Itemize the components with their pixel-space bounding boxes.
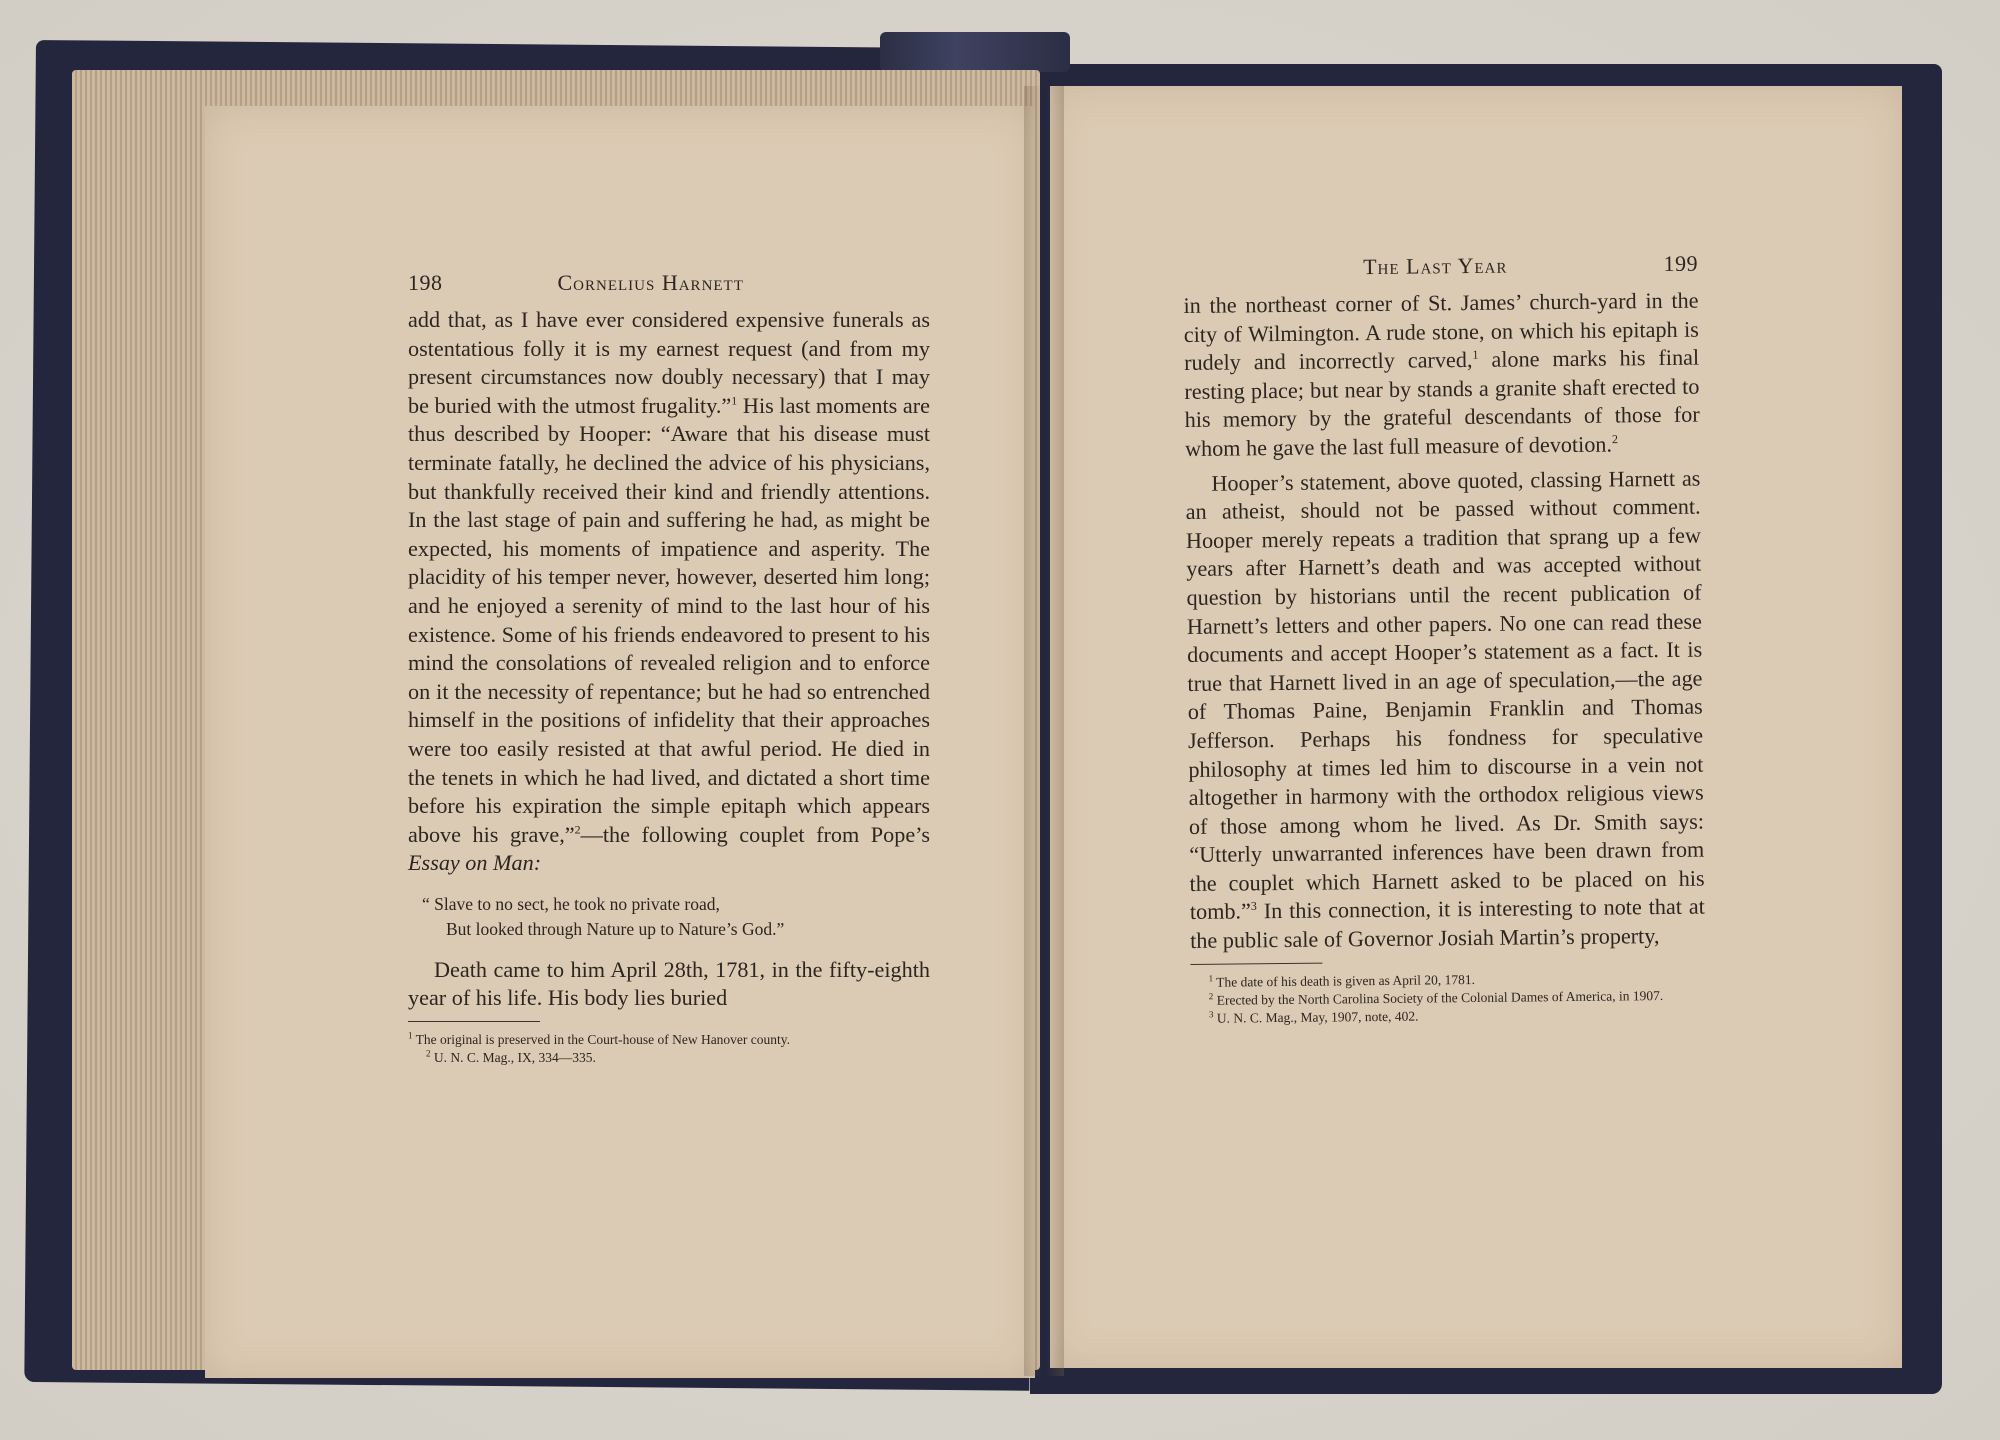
footnote-text: The original is preserved in the Court-house of New Hanover county. [415,1032,791,1048]
right-paragraph-1 [1183,287,1700,464]
left-body [408,306,930,1013]
right-body [1183,287,1705,956]
footnote-number: 2 [1208,990,1214,1001]
footnote-text: The date of his death is given as April 20, 1781. [1216,971,1476,990]
poem-couplet [422,892,930,942]
left-paragraph-2: Death came to him April 28th, 1781, in the fifty-eighth year of his life. His body lies buried [408,956,930,1011]
right-page-number: 199 [1663,250,1699,276]
right-page-content [1183,251,1706,1029]
footnote-number: 3 [1208,1008,1214,1019]
right-text-run: alone marks his final resting place; but near by stands a granite shaft erected to his memory by the grateful descendants of those for whom he gave the last full measure of devotion. [1184,344,1700,461]
footnote-marker: 2 [1611,432,1619,447]
right-footnote-3 [1191,1005,1706,1025]
footnote-marker: 3 [1250,899,1257,914]
footnote-rule [408,1021,540,1022]
footnote-text: U. N. C. Mag., May, 1907, note, 402. [1216,1008,1419,1026]
left-running-head: Cornelius Harnett [557,270,744,295]
right-paragraph-2 [1185,464,1705,955]
left-text-run: add that, as I have ever considered expensive funerals as ostentatious folly it is my earnest request (and from my present circumstances now doubly necessary) that I may be buried with the utmost frugality.” [408,307,930,418]
right-text-run: Hooper’s statement, above quoted, classing Harnett as an atheist, should not be passed without comment. Hooper merely repeats a tradition that sprang up a few years after Harnett’s death and was accepted without question by historians until the recent publication of Harnett’s letters and other papers. No one can read these documents and accept Hooper’s statement as a fact. It is true that Harnett lived in an age of speculation,—the age of Thomas Paine, Benjamin Franklin and Thomas Jefferson. Perhaps his fondness for speculative philosophy at times led him to discourse in a vein not altogether in harmony with the orthodox religious views of those among whom he lived. As Dr. Smith says: “Utterly unwarranted inferences have been drawn from the couplet which Harnett asked to be placed on his tomb.” [1185,465,1705,925]
left-page-content [408,270,930,1068]
footnote-text: U. N. C. Mag., IX, 334—335. [433,1050,596,1066]
right-text-run: In this connection, it is interesting to note that at the public sale of Governor Josiah Martin’s property, [1190,894,1705,954]
footnote-number: 2 [426,1048,431,1059]
footnote-rule [1190,962,1322,964]
left-footnote-1 [408,1032,930,1047]
left-footnote-2 [408,1050,930,1065]
book-spine [880,32,1070,72]
footnote-marker: 1 [1472,347,1479,362]
right-text-run: in the northeast corner of St. James’ church-yard in the city of Wilmington. A rude stone, on which his epitaph is rudely and incorrectly carved, [1183,287,1699,376]
footnote-marker: 1 [731,393,738,408]
right-footnote-2 [1191,987,1706,1007]
right-page-header [1183,251,1698,282]
left-text-run: —the following couplet from Pope’s [580,821,930,847]
poem-line-2: But looked through Nature up to Nature’s God.” [446,918,785,939]
footnote-number: 1 [1208,972,1214,983]
left-page-number: 198 [408,270,443,295]
left-page-header [408,270,930,296]
footnote-number: 1 [408,1030,413,1041]
footnote-text: Erected by the North Carolina Society of the Colonial Dames of America, in 1907. [1216,987,1664,1008]
left-paragraph-1 [408,306,930,878]
page-gutter [1024,86,1064,1376]
footnote-marker: 2 [574,822,581,837]
poem-line-1: “ Slave to no sect, he took no private road, [422,893,720,914]
essay-title: Essay on Man: [408,850,542,876]
right-footnote-1 [1191,969,1706,989]
left-text-run: His last moments are thus described by Hooper: “Aware that his disease must terminate fatally, he declined the advice of his physicians, but thankfully received their kind and friendly attentions. In the last stage of pain and suffering he had, as might be expected, his moments of impatience and asperity. The placidity of his temper never, however, deserted him long; and he enjoyed a serenity of mind to the last hour of his existence. Some of his friends endeavored to present to his mind the consolations of revealed religion and to enforce on it the necessity of repentance; but he had so entrenched himself in the positions of infidelity that their approaches were too easily resisted at that awful period. He died in the tenets in which he had lived, and dictated a short time before his expiration the simple epitaph which appears above his grave,” [408,392,930,847]
right-running-head: The Last Year [1362,252,1508,280]
